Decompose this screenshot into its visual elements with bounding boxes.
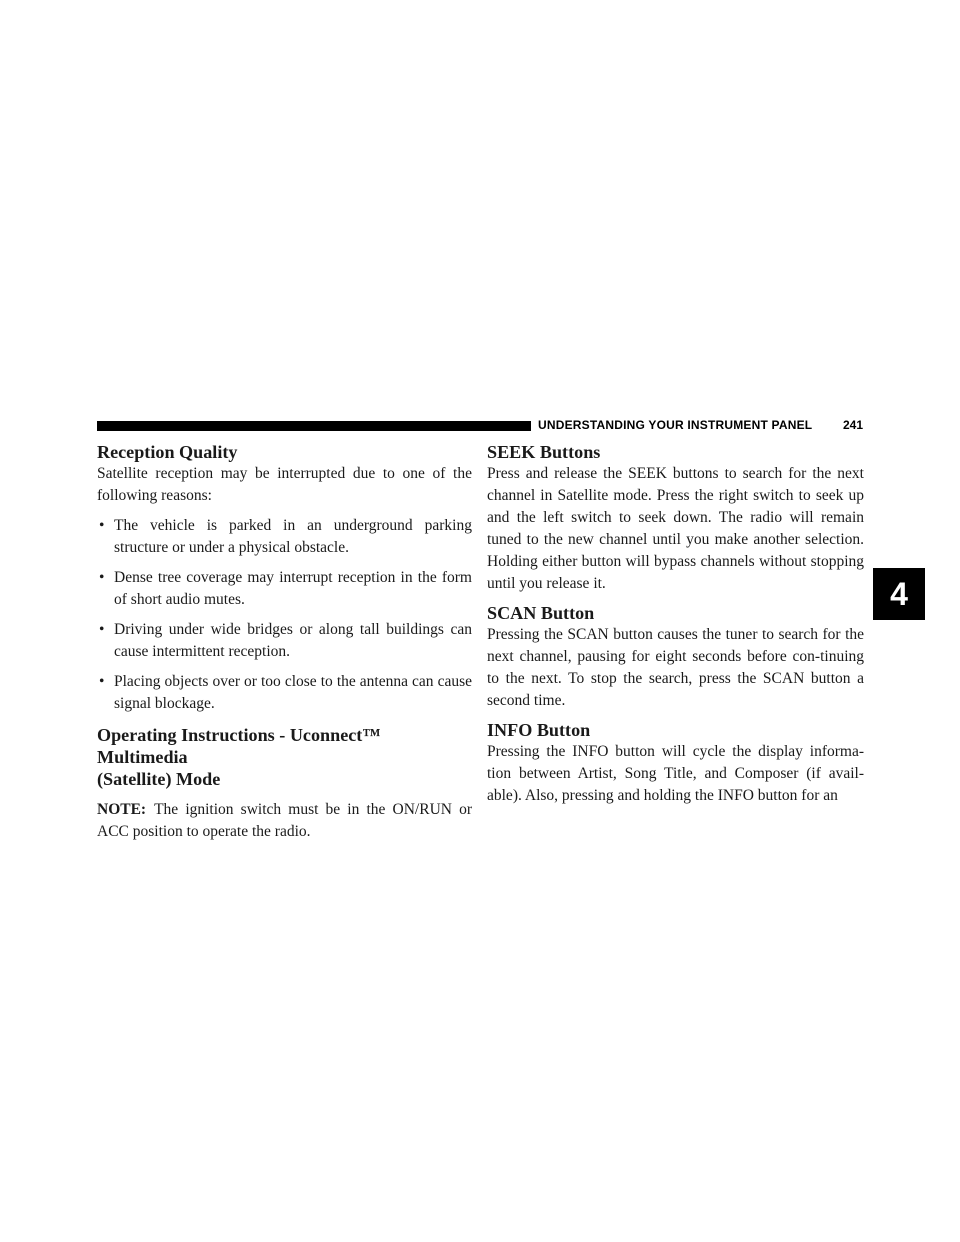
chapter-tab: 4: [873, 568, 925, 620]
list-item: • Dense tree coverage may interrupt reception in the form of short audio mutes.: [99, 569, 472, 608]
list-item: • Driving under wide bridges or along tall buildings can cause intermittent reception.: [99, 621, 472, 660]
bullet-icon: •: [99, 673, 105, 690]
header-rule: [97, 421, 531, 431]
reception-quality-heading: Reception Quality: [97, 442, 238, 462]
scan-paragraph: Pressing the SCAN button causes the tuner to search for the next channel, pausing for eight seconds before con-tinuing to the next. To stop the search, press the SCAN button a second time.: [487, 626, 864, 709]
page-number: 241: [843, 418, 864, 432]
scan-button-heading: SCAN Button: [487, 603, 595, 623]
bullet-icon: •: [99, 517, 105, 534]
info-paragraph: Pressing the INFO button will cycle the display informa-tion between Artist, Song Title, and Composer (if avail-able). Also, pressing and holding the INFO button for an: [487, 743, 864, 804]
bullet-icon: •: [99, 569, 105, 586]
seek-buttons-heading: SEEK Buttons: [487, 442, 601, 462]
operating-instructions-heading: Operating Instructions - Uconnect™ Multimedia (Satellite) Mode: [97, 725, 381, 789]
bullet-icon: •: [99, 621, 105, 638]
section-header-title: UNDERSTANDING YOUR INSTRUMENT PANEL: [538, 418, 813, 432]
note-text: The ignition switch must be in the ON/RUN or ACC position to operate the radio.: [97, 801, 472, 840]
note-label: NOTE:: [97, 801, 147, 818]
list-item: • The vehicle is parked in an underground parking structure or under a physical obstacle.: [99, 517, 472, 556]
seek-paragraph: Press and release the SEEK buttons to search for the next channel in Satellite mode. Press the right switch to seek up and the left switch to seek down. The radio will remain tuned to the new channel until you make another selection. Holding either button will bypass channels without stopping until you release it.: [487, 465, 864, 592]
info-button-heading: INFO Button: [487, 720, 591, 740]
right-column: [487, 441, 864, 807]
note-paragraph: [97, 799, 472, 843]
left-column: [97, 441, 472, 843]
reception-intro-paragraph: Satellite reception may be interrupted due to one of the following reasons:: [97, 465, 472, 504]
list-item: • Placing objects over or too close to the antenna can cause signal blockage.: [99, 673, 472, 712]
reception-bullet-list: [97, 515, 472, 715]
